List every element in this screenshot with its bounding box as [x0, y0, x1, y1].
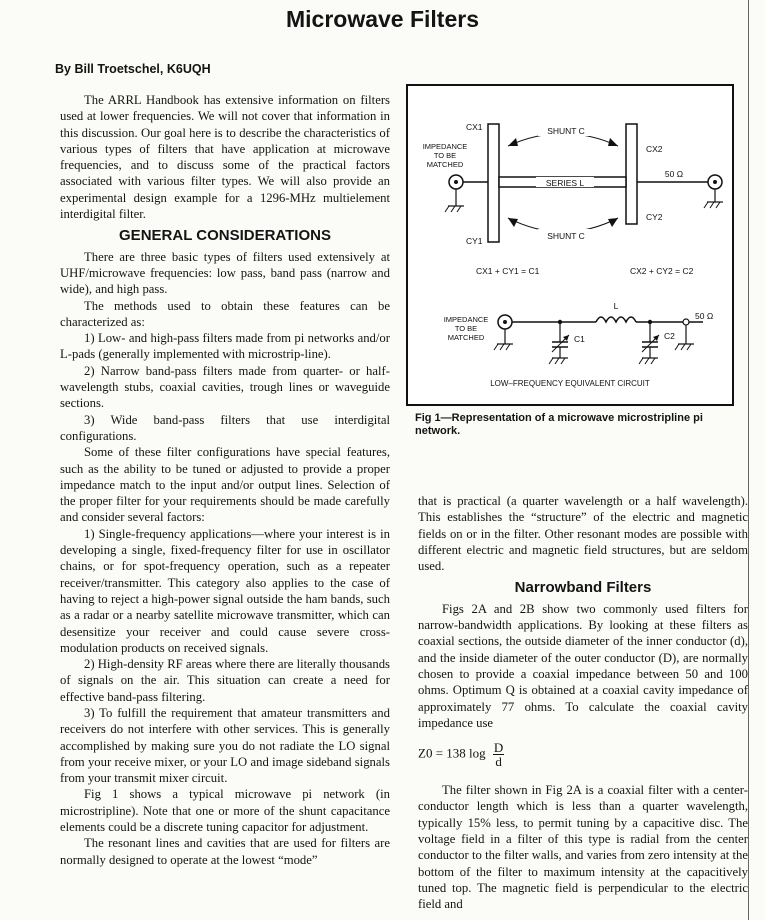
shunt-c-bottom-label: SHUNT C	[547, 231, 585, 241]
paragraph: The resonant lines and cavities that are used for filters are normally designed to operate at the lowest “mode”	[60, 836, 390, 867]
equation-c1: CX1 + CY1 = C1	[476, 266, 540, 276]
paragraph: The methods used to obtain these features can be characterized as:	[60, 298, 390, 329]
c2-label: C2	[664, 331, 675, 341]
left-column	[60, 92, 390, 868]
shunt-strip-right	[626, 124, 637, 224]
impedance-bottom-line2: TO BE	[454, 324, 478, 333]
shunt-strip-left	[488, 124, 499, 242]
page-title: Microwave Filters	[285, 6, 480, 32]
formula-lhs: Z0 = 138 log	[418, 745, 486, 761]
formula-fraction	[493, 741, 504, 768]
cy2-label: CY2	[646, 212, 663, 222]
right-column	[418, 493, 748, 913]
page-edge-rule	[748, 0, 749, 920]
impedance-top-line1: IMPEDANCE	[422, 142, 468, 151]
intro-paragraph: The ARRL Handbook has extensive information on filters used at lower frequencies. We will not cover that information in this discussion. Our goal here is to describe the characteristics of various types of filters that have application at microwave frequencies, and to discuss some of the practical factors associated with various filter types. We will also provide an experimental design example for a 1296-MHz multielement interdigital filter.	[60, 93, 390, 222]
series-l-label: SERIES L	[545, 178, 585, 188]
inductor-icon	[596, 317, 636, 322]
c1-label: C1	[574, 334, 585, 344]
list-item: 2) High-density RF areas where there are literally thousands of signals on the air. This situation can create a need for effective band-pass filtering.	[60, 657, 390, 704]
impedance-bottom-line3: MATCHED	[447, 333, 485, 342]
impedance-top-line3: MATCHED	[426, 160, 464, 169]
paragraph: The filter shown in Fig 2A is a coaxial filter with a center-conductor length which is less than a quarter wavelength, typically 15% less, to permit tuning by a capacitive disc. The voltage field in a filter of this type is radial from the center conductor to the filter walls, and varies from zero intensity at the bottom of the filter to maximum intensity at the capacitively tuned top. The magnetic field is perpendicular to the electric field and	[418, 783, 748, 912]
pi-network-diagram	[408, 86, 732, 404]
ohm-bottom-label: 50 Ω	[695, 311, 714, 321]
list-item: 1) Single-frequency applications—where your interest is in developing a single, fixed-frequency filter for use in oscillator chains, or for spot-frequency operation, such as a repeater receiver/transmitter. This category also applies to the case of having to reject a high-power signal outside the ham bands, such as a radar or a nearby satellite microwave transmitter, which can desensitize your receiver and could cause severe cross-modulation products on received signals.	[60, 526, 390, 655]
cy1-label: CY1	[466, 236, 483, 246]
shunt-c-top-label: SHUNT C	[547, 126, 585, 136]
l-label: L	[613, 301, 619, 311]
formula-numerator: D	[493, 740, 504, 756]
cx1-label: CX1	[466, 122, 483, 132]
paragraph: that is practical (a quarter wavelength or a half wavelength). This establishes the “structure” of the electric and magnetic fields on or in the filter. Other resonant modes are possible with different electric and magnetic field structures, but are seldom used.	[418, 494, 748, 574]
list-item: 3) Wide band-pass filters that use interdigital configurations.	[60, 412, 390, 443]
formula-denominator: d	[495, 754, 502, 770]
section-heading-narrowband: Narrowband Filters	[514, 579, 652, 597]
impedance-top-line2: TO BE	[433, 151, 457, 160]
impedance-bottom-line1: IMPEDANCE	[443, 315, 489, 324]
section-heading-general: GENERAL CONSIDERATIONS	[119, 227, 331, 245]
byline: By Bill Troetschel, K6UQH	[55, 62, 211, 76]
equation-c2: CX2 + CY2 = C2	[630, 266, 694, 276]
figure-1	[406, 84, 734, 406]
cx2-label: CX2	[646, 144, 663, 154]
paragraph: Figs 2A and 2B show two commonly used filters for narrow-bandwidth applications. By looking at these filters as coaxial sections, the outside diameter of the inner conductor (d), and the inside diameter of the outer conductor (D), are normally chosen to provide a coaxial impedance between 50 and 100 ohms. Optimum Q is obtained at a coaxial cavity impedance of approximately 77 ohms. To calculate the coaxial cavity impedance use	[418, 601, 748, 730]
list-item: 3) To fulfill the requirement that amateur transmitters and receivers do not interfere with other services. This is generally accomplished by making sure you do not radiate the LO signal from your receive mixer, or your LO and image sideband signals from your transmit mixer circuit.	[60, 705, 390, 786]
impedance-formula	[418, 741, 748, 768]
figure-caption: Fig 1—Representation of a microwave microstripline pi network.	[415, 412, 703, 437]
paragraph: Some of these filter configurations have special features, such as the ability to be tuned or adjusted to provide a proper impedance match to the input and/or output lines. Selection of the proper filter for your requirements should be made carefully and consider several factors:	[60, 445, 390, 525]
list-item: 2) Narrow band-pass filters made from quarter- or half-wavelength stubs, coaxial cavities, trough lines or waveguide sections.	[60, 363, 390, 411]
paragraph: Fig 1 shows a typical microwave pi network (in microstripline). Note that one or more of the shunt capacitance elements could be a discrete tuning capacitor for adjustment.	[60, 787, 390, 835]
ohm-top-label: 50 Ω	[664, 169, 684, 179]
list-item: 1) Low- and high-pass filters made from pi networks and/or L-pads (generally implemented with microstrip-line).	[60, 331, 390, 362]
lf-circuit-caption: LOW–FREQUENCY EQUIVALENT CIRCUIT	[490, 379, 650, 388]
paragraph: There are three basic types of filters used extensively at UHF/microwave frequencies: low pass, band pass (narrow and wide), and high pass.	[60, 249, 390, 297]
